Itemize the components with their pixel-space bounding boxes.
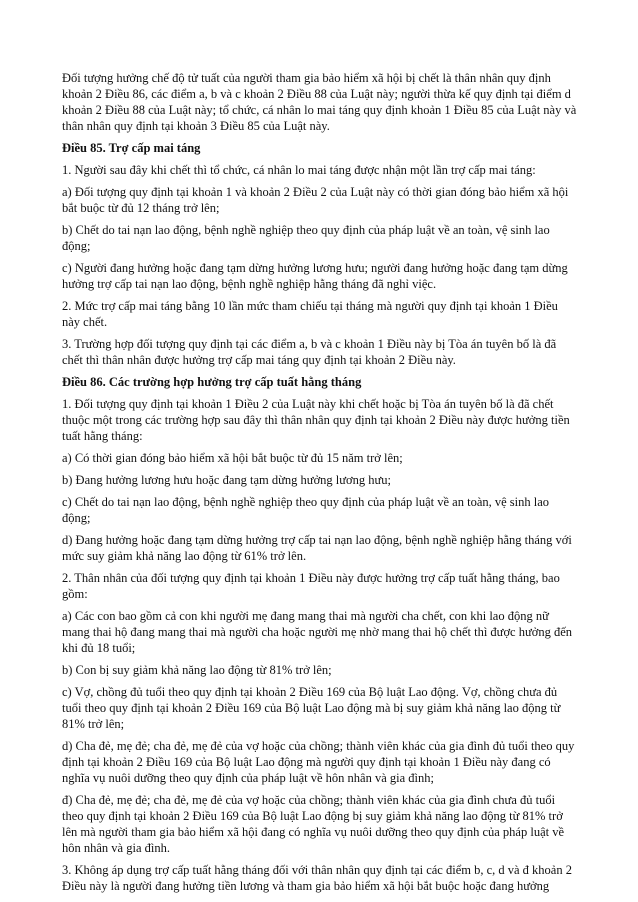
article-86-point-b: b) Đang hưởng lương hưu hoặc đang tạm dừng hưởng lương hưu; (62, 473, 392, 487)
article-85-clause-1: 1. Người sau đây khi chết thì tổ chức, cá nhân lo mai táng được nhận một lần trợ cấp mai táng: (62, 163, 536, 177)
article-86-clause-2-point-a: a) Các con bao gồm cả con khi người mẹ đang mang thai mà người cha chết, con khi lao động nữ mang thai hộ đang mang thai mà người cha hoặc người mẹ nhờ mang thai hộ chết thì được hưởng đến khi đủ 18 tuổi; (62, 609, 573, 655)
article-85-point-b: b) Chết do tai nạn lao động, bệnh nghề nghiệp theo quy định của pháp luật về an toàn, vệ sinh lao động; (62, 223, 550, 253)
article-86-point-a: a) Có thời gian đóng bảo hiểm xã hội bắt buộc từ đủ 15 năm trở lên; (62, 451, 403, 465)
article-85-point-c: c) Người đang hưởng hoặc đang tạm dừng hưởng lương hưu; người đang hưởng hoặc đang tạm dừng hưởng trợ cấp tai nạn lao động, bệnh nghề nghiệp hằng tháng đã nghỉ việc. (62, 261, 568, 291)
article-86-heading: Điều 86. Các trường hợp hưởng trợ cấp tuất hằng tháng (62, 375, 362, 389)
article-86-clause-2-point-b: b) Con bị suy giảm khả năng lao động từ 81% trở lên; (62, 663, 332, 677)
article-86-clause-2: 2. Thân nhân của đối tượng quy định tại khoản 1 Điều này được hưởng trợ cấp tuất hằng tháng, bao gồm: (62, 571, 560, 601)
article-85-heading: Điều 85. Trợ cấp mai táng (62, 141, 201, 155)
article-86-clause-3: 3. Không áp dụng trợ cấp tuất hằng tháng đối với thân nhân quy định tại các điểm b, c, d và đ khoản 2 Điều này là người đang hưởng tiền lương và tham gia bảo hiểm xã hội bắt buộc hoặc đang hưởng (62, 863, 572, 893)
article-85-clause-3: 3. Trường hợp đối tượng quy định tại các điểm a, b và c khoản 1 Điều này bị Tòa án tuyên bố là đã chết thì thân nhân được hưởng trợ cấp mai táng quy định tại khoản 2 Điều này. (62, 337, 557, 367)
document-page (62, 70, 578, 900)
article-85-point-a: a) Đối tượng quy định tại khoản 1 và khoản 2 Điều 2 của Luật này có thời gian đóng bảo hiểm xã hội bắt buộc từ đủ 12 tháng trở lên; (62, 185, 569, 215)
article-86-clause-1: 1. Đối tượng quy định tại khoản 1 Điều 2 của Luật này khi chết hoặc bị Tòa án tuyên bố là đã chết thuộc một trong các trường hợp sau đây thì thân nhân quy định tại khoản 2 Điều này được hưởng tiền tuất hằng tháng: (62, 397, 570, 443)
article-86-point-d: d) Đang hưởng hoặc đang tạm dừng hưởng trợ cấp tai nạn lao động, bệnh nghề nghiệp hằng tháng với mức suy giảm khả năng lao động từ 61% trở lên. (62, 533, 572, 563)
article-86-clause-2-point-c: c) Vợ, chồng đủ tuổi theo quy định tại khoản 2 Điều 169 của Bộ luật Lao động. Vợ, chồng chưa đủ tuổi theo quy định tại khoản 2 Điều 169 của Bộ luật Lao động mà bị suy giảm khả năng lao động từ 81% trở lên; (62, 685, 561, 731)
article-86-point-c: c) Chết do tai nạn lao động, bệnh nghề nghiệp theo quy định của pháp luật về an toàn, vệ sinh lao động; (62, 495, 550, 525)
article-86-clause-2-point-dd: đ) Cha đẻ, mẹ đẻ; cha đẻ, mẹ đẻ của vợ hoặc của chồng; thành viên khác của gia đình chưa đủ tuổi theo quy định tại khoản 2 Điều 169 của Bộ luật Lao động bị suy giảm khả năng lao động từ 81% trở lên mà người tham gia bảo hiểm xã hội đang có nghĩa vụ nuôi dưỡng theo quy định của pháp luật về hôn nhân và gia đình. (62, 793, 565, 855)
article-85-clause-2: 2. Mức trợ cấp mai táng bằng 10 lần mức tham chiếu tại tháng mà người quy định tại khoản 1 Điều này chết. (62, 299, 558, 329)
article-86-clause-2-point-d: d) Cha đẻ, mẹ đẻ; cha đẻ, mẹ đẻ của vợ hoặc của chồng; thành viên khác của gia đình đủ tuổi theo quy định tại khoản 2 Điều 169 của Bộ luật Lao động mà người quy định tại khoản 1 Điều này đang có nghĩa vụ nuôi dưỡng theo quy định của pháp luật về hôn nhân và gia đình; (62, 739, 575, 785)
intro-paragraph: Đối tượng hưởng chế độ tử tuất của người tham gia bảo hiểm xã hội bị chết là thân nhân quy định khoản 2 Điều 86, các điểm a, b và c khoản 2 Điều 88 của Luật này; người thừa kế quy định tại điểm d khoản 2 Điều 88 của Luật này; tổ chức, cá nhân lo mai táng quy định khoản 1 Điều 85 của Luật này và thân nhân quy định tại khoản 3 Điều 85 của Luật này. (62, 71, 577, 133)
